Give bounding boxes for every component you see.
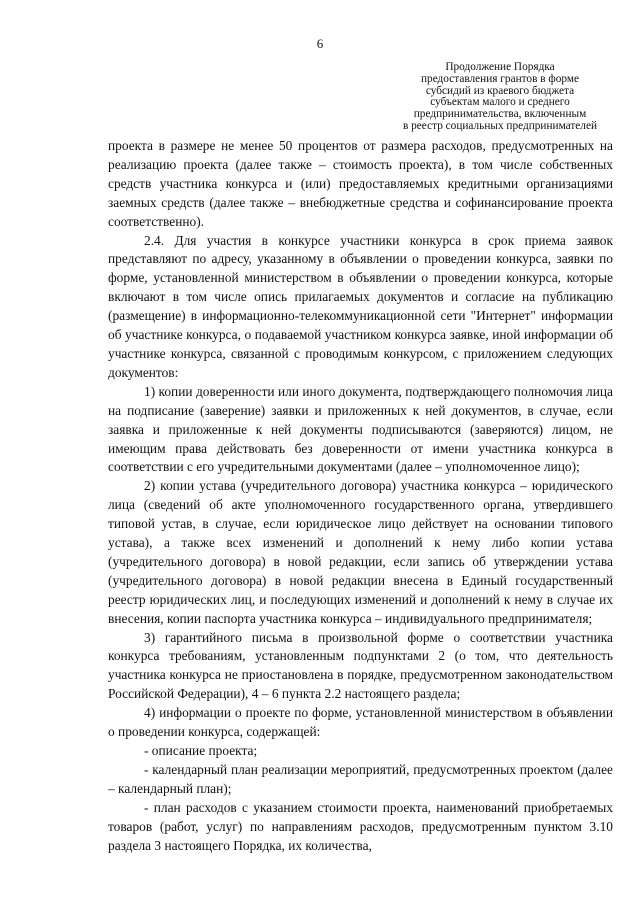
list-item-4: 4) информации о проекте по форме, установленной министерством в объявлении о проведении конкурса, содержащей: (108, 705, 613, 740)
header-line: предпринимательства, включенным (413, 108, 587, 121)
paragraph-2-4: 2.4. Для участия в конкурсе участники конкурса в срок приема заявок представляют по адресу, указанному в объявлении о проведении конкурса, заявки по форме, установленной министерством в объявлении о проведении конкурса, которые включают в том числе опись прилагаемых документов и согласие на публикацию (размещение) в информационно-телекоммуникационной сети "Интернет" информации об участнике конкурса, о подаваемой участником конкурса заявке, иной информации об участнике конкурса, связанной с проводимым конкурсом, с приложением следующих документов: (108, 232, 613, 380)
header-line: субъектам малого и среднего (430, 96, 570, 109)
paragraph-continued: проекта в размере не менее 50 процентов от размера расходов, предусмотренных на реализацию проекта (далее также – стоимость проекта), в том числе собственных средств участника конкурса и (или) предоставляемых кредитными организациями заемных средств (далее также – внебюджетные средства и софинансирование проекта соответственно). (108, 138, 613, 229)
sub-item-description: - описание проекта; (144, 743, 258, 758)
header-line: в реестр социальных предпринимателей (402, 119, 598, 132)
header-line: предоставления грантов в форме (421, 72, 579, 85)
list-item-2: 2) копии устава (учредительного договора) участника конкурса – юридического лица (сведений об акте уполномоченного государственного органа, утвердившего типовой устав, в случае, если юридическое лицо действует на основании типового устава), а также всех изменений и дополнений к нему либо копии устава (учредительного договора) в новой редакции, если запись об утверждении устава (учредительного договора) в новой редакции внесена в Единый государственный реестр юридических лиц, и последующих изменений и дополнений к нему в случае их внесения, копии паспорта участника конкурса – индивидуального предпринимателя; (108, 478, 613, 626)
list-item-3: 3) гарантийного письма в произвольной форме о соответствии участника конкурса требованиям, установленным подпунктами 2 (о том, что деятельность участника конкурса не приостановлена в порядке, предусмотренном законодательством Российской Федерации), 4 – 6 пункта 2.2 настоящего раздела; (108, 629, 613, 702)
sub-item-expense-plan: - план расходов с указанием стоимости проекта, наименований приобретаемых товаров (работ, услуг) по направлениям расходов, предусмотренным пунктом 3.10 раздела 3 настоящего Порядка, их количества, (108, 799, 613, 853)
page-number: 6 (316, 36, 324, 51)
list-item-1: 1) копии доверенности или иного документа, подтверждающего полномочия лица на подписание (заверение) заявки и приложенных к ней документов, в случае, если заявка и приложенные к ней документы подписываются (заверяются) лицом, не имеющим права действовать без доверенности от имени участника конкурса в соответствии с его учредительными документами (далее – уполномоченное лицо); (108, 383, 613, 475)
header-line: Продолжение Порядка (445, 61, 555, 73)
continuation-header (385, 62, 615, 133)
sub-item-calendar-plan: - календарный план реализации мероприятий, предусмотренных проектом (далее – календарный план); (108, 761, 613, 796)
document-body (108, 137, 613, 855)
header-line: субсидий из краевого бюджета (425, 84, 575, 97)
